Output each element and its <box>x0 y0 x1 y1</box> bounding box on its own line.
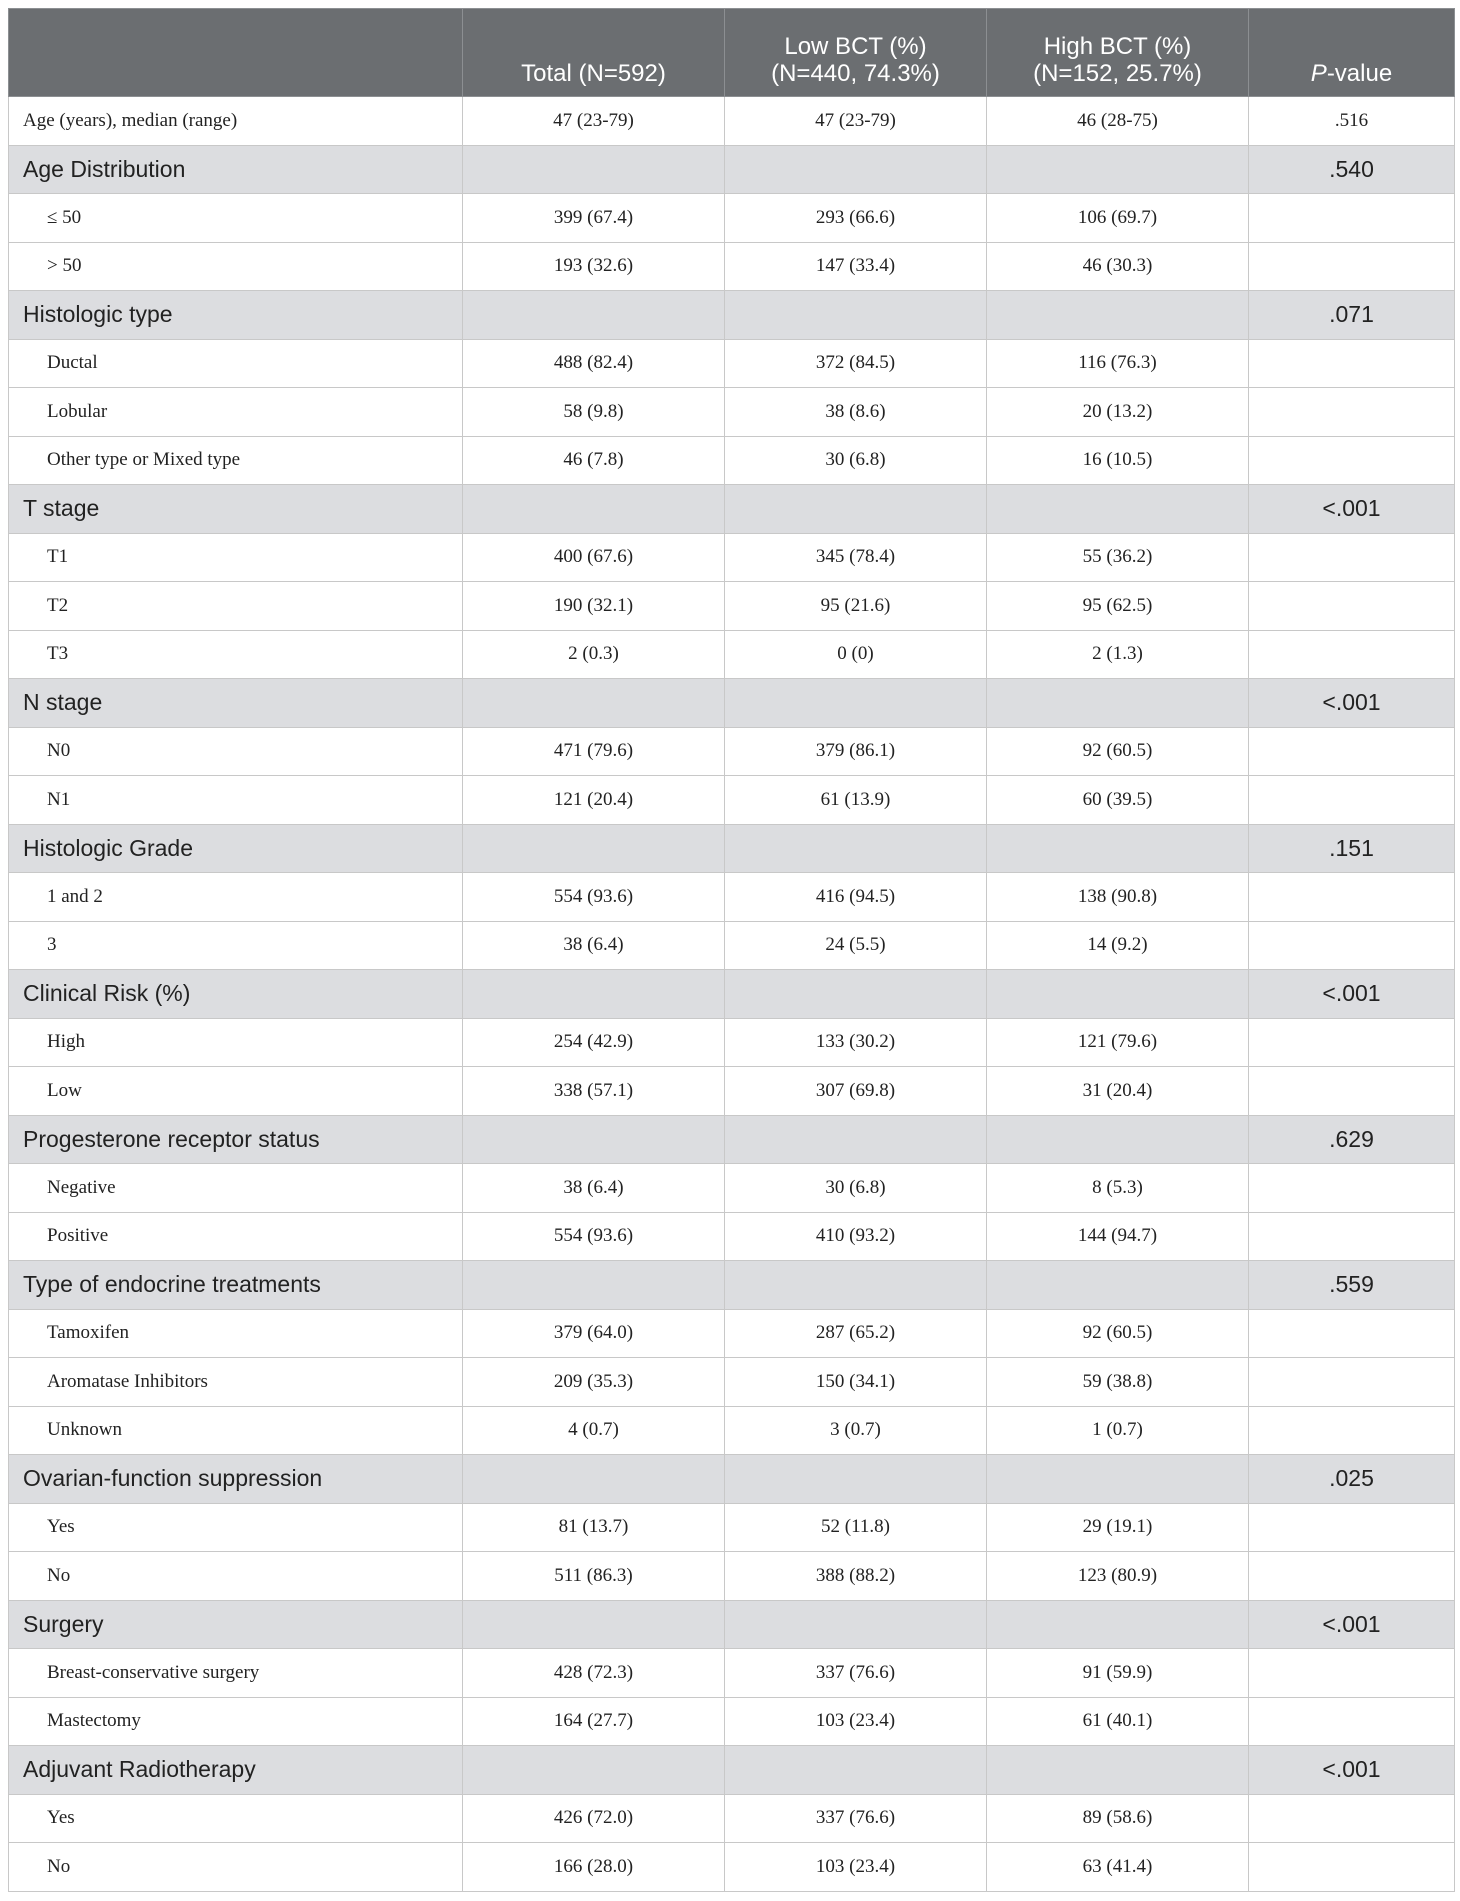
cell-total: 379 (64.0) <box>463 1309 725 1358</box>
empty-cell <box>463 1261 725 1310</box>
group-label: Clinical Risk (%) <box>9 970 463 1019</box>
cell-total: 2 (0.3) <box>463 630 725 679</box>
header-p-value <box>1249 9 1455 97</box>
cell-high-bct: 60 (39.5) <box>987 776 1249 825</box>
empty-cell <box>463 970 725 1019</box>
cell-p-value <box>1249 1503 1455 1552</box>
table-row <box>9 1212 1455 1261</box>
row-label: Yes <box>9 1503 463 1552</box>
cell-p-value <box>1249 1649 1455 1698</box>
empty-cell <box>463 1115 725 1164</box>
row-label: No <box>9 1843 463 1892</box>
empty-cell <box>725 679 987 728</box>
cell-low-bct: 388 (88.2) <box>725 1552 987 1601</box>
group-label: T stage <box>9 485 463 534</box>
table-row <box>9 630 1455 679</box>
cell-total: 511 (86.3) <box>463 1552 725 1601</box>
group-header-row <box>9 1746 1455 1795</box>
table-row <box>9 388 1455 437</box>
cell-total: 209 (35.3) <box>463 1358 725 1407</box>
cell-low-bct: 52 (11.8) <box>725 1503 987 1552</box>
cell-total: 193 (32.6) <box>463 242 725 291</box>
group-header-row <box>9 485 1455 534</box>
cell-p-value: .516 <box>1249 97 1455 146</box>
empty-cell <box>725 145 987 194</box>
empty-cell <box>463 1455 725 1504</box>
empty-cell <box>987 1455 1249 1504</box>
table-row <box>9 242 1455 291</box>
cell-high-bct: 2 (1.3) <box>987 630 1249 679</box>
cell-low-bct: 287 (65.2) <box>725 1309 987 1358</box>
cell-p-value <box>1249 582 1455 631</box>
cell-high-bct: 116 (76.3) <box>987 339 1249 388</box>
group-p-value: .540 <box>1249 145 1455 194</box>
cell-high-bct: 95 (62.5) <box>987 582 1249 631</box>
empty-cell <box>463 824 725 873</box>
group-header-row <box>9 291 1455 340</box>
cell-low-bct: 293 (66.6) <box>725 194 987 243</box>
group-p-value: .629 <box>1249 1115 1455 1164</box>
group-header-row <box>9 970 1455 1019</box>
empty-cell <box>987 1746 1249 1795</box>
cell-low-bct: 103 (23.4) <box>725 1697 987 1746</box>
cell-low-bct: 379 (86.1) <box>725 727 987 776</box>
row-label: Lobular <box>9 388 463 437</box>
cell-low-bct: 95 (21.6) <box>725 582 987 631</box>
cell-high-bct: 55 (36.2) <box>987 533 1249 582</box>
row-label: N0 <box>9 727 463 776</box>
row-label: High <box>9 1018 463 1067</box>
empty-cell <box>987 145 1249 194</box>
table-row <box>9 582 1455 631</box>
empty-cell <box>987 970 1249 1019</box>
cell-total: 254 (42.9) <box>463 1018 725 1067</box>
table-row <box>9 436 1455 485</box>
cell-total: 121 (20.4) <box>463 776 725 825</box>
table-row <box>9 1552 1455 1601</box>
table-row <box>9 1358 1455 1407</box>
cell-total: 190 (32.1) <box>463 582 725 631</box>
cell-low-bct: 3 (0.7) <box>725 1406 987 1455</box>
cell-low-bct: 147 (33.4) <box>725 242 987 291</box>
cell-p-value <box>1249 1309 1455 1358</box>
cell-p-value <box>1249 1358 1455 1407</box>
row-label: No <box>9 1552 463 1601</box>
row-label: Breast-conservative surgery <box>9 1649 463 1698</box>
cell-p-value <box>1249 776 1455 825</box>
cell-high-bct: 16 (10.5) <box>987 436 1249 485</box>
cell-high-bct: 59 (38.8) <box>987 1358 1249 1407</box>
cell-total: 471 (79.6) <box>463 727 725 776</box>
cell-low-bct: 133 (30.2) <box>725 1018 987 1067</box>
cell-low-bct: 47 (23-79) <box>725 97 987 146</box>
group-label: Progesterone receptor status <box>9 1115 463 1164</box>
cell-total: 47 (23-79) <box>463 97 725 146</box>
row-label: Ductal <box>9 339 463 388</box>
cell-low-bct: 307 (69.8) <box>725 1067 987 1116</box>
cell-p-value <box>1249 1067 1455 1116</box>
table-row <box>9 776 1455 825</box>
row-label: 3 <box>9 921 463 970</box>
cell-p-value <box>1249 1697 1455 1746</box>
cell-high-bct: 31 (20.4) <box>987 1067 1249 1116</box>
cell-total: 38 (6.4) <box>463 921 725 970</box>
row-label: Yes <box>9 1794 463 1843</box>
header-low-bct <box>725 9 987 97</box>
cell-p-value <box>1249 1406 1455 1455</box>
group-label: Adjuvant Radiotherapy <box>9 1746 463 1795</box>
empty-cell <box>987 485 1249 534</box>
empty-cell <box>463 485 725 534</box>
cell-total: 4 (0.7) <box>463 1406 725 1455</box>
group-header-row <box>9 145 1455 194</box>
table-header <box>9 9 1455 97</box>
cell-total: 428 (72.3) <box>463 1649 725 1698</box>
cell-high-bct: 1 (0.7) <box>987 1406 1249 1455</box>
cell-p-value <box>1249 194 1455 243</box>
table-row <box>9 1406 1455 1455</box>
header-total: Total (N=592) <box>463 9 725 97</box>
table-row <box>9 339 1455 388</box>
table-row <box>9 873 1455 922</box>
row-label: Unknown <box>9 1406 463 1455</box>
cell-high-bct: 144 (94.7) <box>987 1212 1249 1261</box>
cell-p-value <box>1249 533 1455 582</box>
table-row <box>9 97 1455 146</box>
cell-high-bct: 20 (13.2) <box>987 388 1249 437</box>
table-container <box>8 8 1454 1892</box>
empty-cell <box>463 1600 725 1649</box>
cell-low-bct: 337 (76.6) <box>725 1649 987 1698</box>
cell-p-value <box>1249 630 1455 679</box>
cell-total: 58 (9.8) <box>463 388 725 437</box>
cell-total: 46 (7.8) <box>463 436 725 485</box>
row-label: 1 and 2 <box>9 873 463 922</box>
empty-cell <box>987 1261 1249 1310</box>
header-low-line2: (N=440, 74.3%) <box>771 60 940 87</box>
empty-cell <box>725 485 987 534</box>
empty-cell <box>463 1746 725 1795</box>
cell-high-bct: 91 (59.9) <box>987 1649 1249 1698</box>
empty-cell <box>725 1455 987 1504</box>
header-p-italic: P <box>1310 60 1327 87</box>
row-label: Tamoxifen <box>9 1309 463 1358</box>
group-header-row <box>9 679 1455 728</box>
cell-low-bct: 410 (93.2) <box>725 1212 987 1261</box>
row-label: Negative <box>9 1164 463 1213</box>
cell-low-bct: 416 (94.5) <box>725 873 987 922</box>
cell-high-bct: 121 (79.6) <box>987 1018 1249 1067</box>
table-body <box>9 97 1455 1892</box>
row-label: T3 <box>9 630 463 679</box>
table-row <box>9 533 1455 582</box>
group-p-value: <.001 <box>1249 1600 1455 1649</box>
row-label: T1 <box>9 533 463 582</box>
empty-cell <box>725 1115 987 1164</box>
header-high-bct <box>987 9 1249 97</box>
cell-low-bct: 24 (5.5) <box>725 921 987 970</box>
cell-total: 554 (93.6) <box>463 873 725 922</box>
cell-p-value <box>1249 436 1455 485</box>
header-row <box>9 9 1455 97</box>
header-high-line1: High BCT (%) <box>1043 33 1192 60</box>
cell-p-value <box>1249 1164 1455 1213</box>
empty-cell <box>463 145 725 194</box>
row-label: Positive <box>9 1212 463 1261</box>
characteristics-table <box>8 8 1455 1892</box>
cell-total: 488 (82.4) <box>463 339 725 388</box>
table-row <box>9 1843 1455 1892</box>
empty-cell <box>725 1261 987 1310</box>
cell-p-value <box>1249 388 1455 437</box>
cell-low-bct: 38 (8.6) <box>725 388 987 437</box>
group-label: Histologic type <box>9 291 463 340</box>
empty-cell <box>987 1600 1249 1649</box>
cell-high-bct: 14 (9.2) <box>987 921 1249 970</box>
table-row <box>9 727 1455 776</box>
cell-high-bct: 89 (58.6) <box>987 1794 1249 1843</box>
cell-total: 166 (28.0) <box>463 1843 725 1892</box>
empty-cell <box>987 291 1249 340</box>
cell-total: 400 (67.6) <box>463 533 725 582</box>
group-p-value: .071 <box>1249 291 1455 340</box>
cell-low-bct: 30 (6.8) <box>725 1164 987 1213</box>
header-p-rest: -value <box>1326 60 1393 87</box>
cell-p-value <box>1249 242 1455 291</box>
cell-low-bct: 103 (23.4) <box>725 1843 987 1892</box>
cell-high-bct: 46 (30.3) <box>987 242 1249 291</box>
cell-p-value <box>1249 1212 1455 1261</box>
group-label: Ovarian-function suppression <box>9 1455 463 1504</box>
group-label: Age Distribution <box>9 145 463 194</box>
cell-p-value <box>1249 1018 1455 1067</box>
table-row <box>9 1164 1455 1213</box>
cell-high-bct: 92 (60.5) <box>987 727 1249 776</box>
cell-low-bct: 345 (78.4) <box>725 533 987 582</box>
group-p-value: <.001 <box>1249 970 1455 1019</box>
empty-cell <box>987 1115 1249 1164</box>
cell-low-bct: 337 (76.6) <box>725 1794 987 1843</box>
cell-p-value <box>1249 727 1455 776</box>
empty-cell <box>725 824 987 873</box>
table-row <box>9 921 1455 970</box>
cell-high-bct: 46 (28-75) <box>987 97 1249 146</box>
cell-high-bct: 106 (69.7) <box>987 194 1249 243</box>
group-header-row <box>9 1455 1455 1504</box>
row-label: Low <box>9 1067 463 1116</box>
cell-low-bct: 372 (84.5) <box>725 339 987 388</box>
row-label: Aromatase Inhibitors <box>9 1358 463 1407</box>
table-row <box>9 194 1455 243</box>
cell-high-bct: 138 (90.8) <box>987 873 1249 922</box>
cell-low-bct: 61 (13.9) <box>725 776 987 825</box>
table-row <box>9 1018 1455 1067</box>
row-label: > 50 <box>9 242 463 291</box>
header-high-line2: (N=152, 25.7%) <box>1033 60 1202 87</box>
cell-high-bct: 29 (19.1) <box>987 1503 1249 1552</box>
empty-cell <box>463 291 725 340</box>
cell-p-value <box>1249 1794 1455 1843</box>
cell-p-value <box>1249 1843 1455 1892</box>
header-label-col <box>9 9 463 97</box>
group-label: Type of endocrine treatments <box>9 1261 463 1310</box>
group-label: Surgery <box>9 1600 463 1649</box>
row-label: Mastectomy <box>9 1697 463 1746</box>
cell-total: 38 (6.4) <box>463 1164 725 1213</box>
group-header-row <box>9 1261 1455 1310</box>
cell-high-bct: 92 (60.5) <box>987 1309 1249 1358</box>
cell-p-value <box>1249 1552 1455 1601</box>
cell-p-value <box>1249 339 1455 388</box>
empty-cell <box>725 1600 987 1649</box>
table-row <box>9 1503 1455 1552</box>
row-label: T2 <box>9 582 463 631</box>
cell-low-bct: 150 (34.1) <box>725 1358 987 1407</box>
group-header-row <box>9 1115 1455 1164</box>
group-p-value: .151 <box>1249 824 1455 873</box>
cell-total: 554 (93.6) <box>463 1212 725 1261</box>
cell-total: 426 (72.0) <box>463 1794 725 1843</box>
cell-total: 81 (13.7) <box>463 1503 725 1552</box>
cell-low-bct: 0 (0) <box>725 630 987 679</box>
group-label: N stage <box>9 679 463 728</box>
row-label: N1 <box>9 776 463 825</box>
cell-low-bct: 30 (6.8) <box>725 436 987 485</box>
empty-cell <box>987 824 1249 873</box>
empty-cell <box>725 970 987 1019</box>
empty-cell <box>987 679 1249 728</box>
empty-cell <box>463 679 725 728</box>
group-p-value: <.001 <box>1249 485 1455 534</box>
cell-high-bct: 8 (5.3) <box>987 1164 1249 1213</box>
cell-high-bct: 63 (41.4) <box>987 1843 1249 1892</box>
cell-high-bct: 123 (80.9) <box>987 1552 1249 1601</box>
group-p-value: .559 <box>1249 1261 1455 1310</box>
cell-total: 399 (67.4) <box>463 194 725 243</box>
group-label: Histologic Grade <box>9 824 463 873</box>
group-header-row <box>9 824 1455 873</box>
cell-high-bct: 61 (40.1) <box>987 1697 1249 1746</box>
group-p-value: .025 <box>1249 1455 1455 1504</box>
table-row <box>9 1309 1455 1358</box>
cell-p-value <box>1249 873 1455 922</box>
row-label: Other type or Mixed type <box>9 436 463 485</box>
cell-total: 338 (57.1) <box>463 1067 725 1116</box>
table-row <box>9 1697 1455 1746</box>
cell-total: 164 (27.7) <box>463 1697 725 1746</box>
header-low-line1: Low BCT (%) <box>784 33 927 60</box>
table-row <box>9 1794 1455 1843</box>
row-label: Age (years), median (range) <box>9 97 463 146</box>
empty-cell <box>725 1746 987 1795</box>
table-row <box>9 1649 1455 1698</box>
table-row <box>9 1067 1455 1116</box>
cell-p-value <box>1249 921 1455 970</box>
empty-cell <box>725 291 987 340</box>
group-header-row <box>9 1600 1455 1649</box>
group-p-value: <.001 <box>1249 1746 1455 1795</box>
group-p-value: <.001 <box>1249 679 1455 728</box>
row-label: ≤ 50 <box>9 194 463 243</box>
